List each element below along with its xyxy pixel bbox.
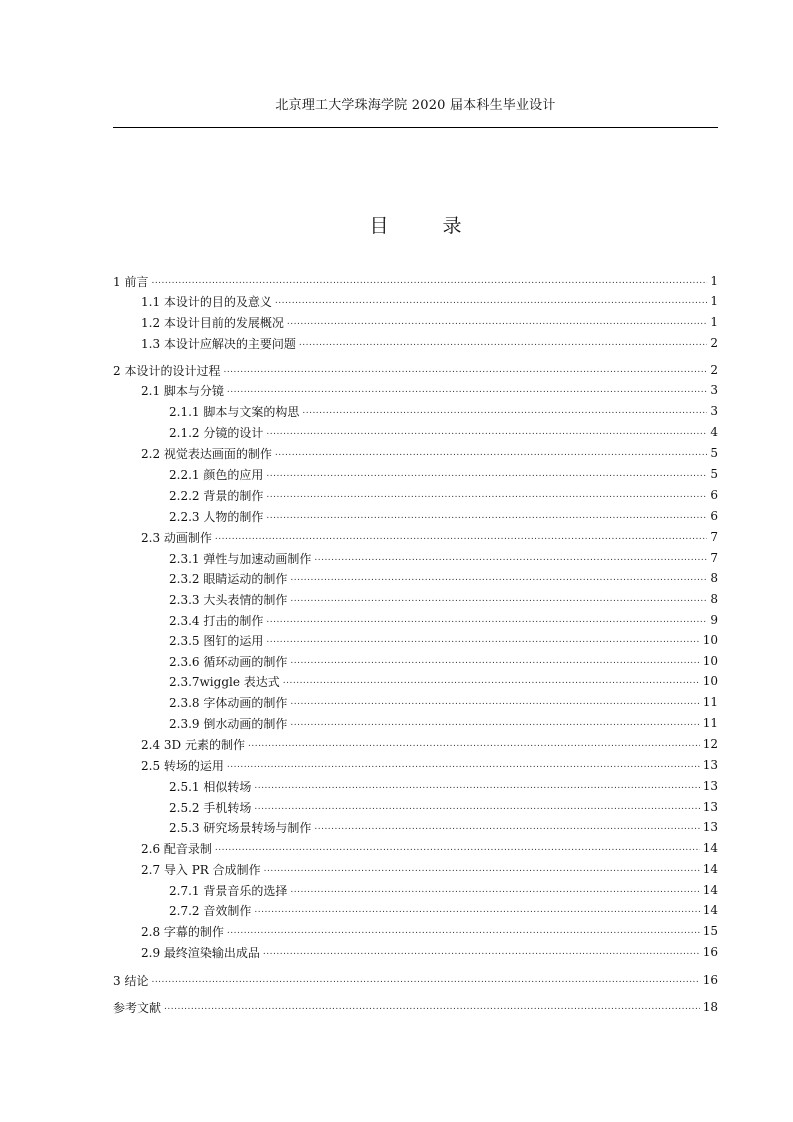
toc-entry-label: 2.3.1 弹性与加速动画制作 (169, 551, 312, 566)
toc-dot-leader (151, 973, 699, 987)
toc-entry[interactable] (141, 312, 718, 332)
toc-dot-leader (290, 716, 699, 730)
toc-entry[interactable] (141, 443, 718, 463)
toc-dot-leader (290, 695, 699, 709)
toc-entry-page: 10 (702, 674, 718, 688)
toc-entry-page: 14 (702, 883, 718, 897)
toc-entry-label: 2.7.1 背景音乐的选择 (169, 883, 288, 898)
toc-entry[interactable] (169, 630, 718, 650)
toc-entry-label: 1.3 本设计应解决的主要问题 (141, 336, 296, 351)
toc-entry[interactable] (169, 880, 718, 900)
toc-entry[interactable] (141, 755, 718, 775)
toc-entry-label: 2.2.1 颜色的应用 (169, 467, 264, 482)
toc-entry[interactable] (169, 610, 718, 630)
toc-entry-label: 2.7 导入 PR 合成制作 (141, 862, 261, 877)
toc-entry-page: 7 (710, 551, 718, 565)
toc-entry[interactable] (169, 776, 718, 796)
toc-entry-page: 11 (702, 695, 718, 709)
toc-entry-label: 2.3.7wiggle 表达式 (169, 674, 280, 689)
toc-entry-label: 2.3.4 打击的制作 (169, 613, 264, 628)
toc-dot-leader (264, 862, 700, 876)
toc-dot-leader (266, 425, 707, 439)
toc-entry-label: 2.8 字幕的制作 (141, 924, 224, 939)
toc-entry-label: 2.7.2 音效制作 (169, 903, 252, 918)
toc-dot-leader (299, 336, 707, 350)
toc-entry-label: 2.1.2 分镜的设计 (169, 425, 264, 440)
toc-entry-label: 2.5.1 相似转场 (169, 779, 252, 794)
toc-entry[interactable] (169, 464, 718, 484)
toc-dot-leader (266, 613, 707, 627)
toc-entry[interactable] (169, 548, 718, 568)
toc-entry-page: 13 (702, 779, 718, 793)
toc-entry-page: 14 (702, 862, 718, 876)
toc-entry-label: 1.1 本设计的目的及意义 (141, 294, 272, 309)
toc-entry-label: 2.2 视觉表达画面的制作 (141, 446, 272, 461)
toc-entry-label: 1 前言 (113, 274, 149, 289)
toc-entry-page: 8 (710, 592, 718, 606)
toc-entry[interactable] (141, 527, 718, 547)
toc-dot-leader (254, 903, 699, 917)
toc-entry-page: 1 (710, 274, 718, 288)
toc-entry-label: 2.1.1 脚本与文案的构思 (169, 404, 300, 419)
toc-entry[interactable] (169, 817, 718, 837)
toc-entry-page: 16 (702, 973, 718, 987)
toc-entry-label: 2.3.3 大头表情的制作 (169, 592, 288, 607)
toc-entry-page: 3 (710, 404, 718, 418)
toc-entry[interactable] (141, 921, 718, 941)
header-rule (113, 127, 718, 128)
toc-entry-page: 5 (710, 446, 718, 460)
toc-dot-leader (290, 571, 707, 585)
toc-entry[interactable] (169, 401, 718, 421)
toc-entry-page: 1 (710, 294, 718, 308)
toc-entry-label: 参考文献 (113, 1000, 162, 1015)
toc-dot-leader (227, 924, 700, 938)
toc-entry-page: 14 (702, 841, 718, 855)
toc-entry[interactable] (113, 271, 718, 291)
toc-entry-label: 2.3.2 眼睛运动的制作 (169, 571, 288, 586)
toc-entry-page: 2 (710, 363, 718, 377)
toc-dot-leader (227, 383, 707, 397)
toc-dot-leader (266, 467, 707, 481)
toc-entry-page: 13 (702, 820, 718, 834)
toc-dot-leader (254, 800, 699, 814)
toc-entry[interactable] (113, 997, 718, 1017)
toc-entry[interactable] (169, 900, 718, 920)
toc-entry[interactable] (141, 380, 718, 400)
toc-dot-leader (275, 294, 707, 308)
toc-entry-label: 2.6 配音录制 (141, 841, 212, 856)
toc-entry-label: 2.1 脚本与分镜 (141, 383, 224, 398)
toc-entry-label: 2.3.8 字体动画的制作 (169, 695, 288, 710)
toc-dot-leader (290, 883, 699, 897)
toc-entry-page: 2 (710, 336, 718, 350)
toc-dot-leader (263, 945, 700, 959)
toc-entry[interactable] (141, 734, 718, 754)
toc-entry-page: 7 (710, 530, 718, 544)
toc-entry-page: 8 (710, 571, 718, 585)
toc-entry-page: 6 (710, 488, 718, 502)
toc-entry-label: 2.5 转场的运用 (141, 758, 224, 773)
toc-entry[interactable] (169, 506, 718, 526)
toc-dot-leader (283, 674, 700, 688)
toc-entry-label: 2.5.2 手机转场 (169, 800, 252, 815)
toc-entry-label: 2.5.3 研究场景转场与制作 (169, 820, 312, 835)
toc-entry[interactable] (141, 942, 718, 962)
toc-entry-page: 15 (702, 924, 718, 938)
toc-entry-label: 2.3.9 倒水动画的制作 (169, 716, 288, 731)
toc-entry-label: 1.2 本设计目前的发展概况 (141, 315, 284, 330)
toc-entry[interactable] (169, 422, 718, 442)
toc-title: 目 录 (369, 215, 486, 237)
toc-entry-page: 3 (710, 383, 718, 397)
toc-entry[interactable] (141, 838, 718, 858)
toc-entry-label: 2.3 动画制作 (141, 530, 212, 545)
toc-entry-page: 11 (702, 716, 718, 730)
toc-entry[interactable] (169, 671, 718, 691)
toc-entry-page: 5 (710, 467, 718, 481)
toc-dot-leader (151, 274, 707, 288)
toc-dot-leader (223, 363, 707, 377)
toc-dot-leader (164, 1000, 700, 1014)
toc-entry-page: 12 (702, 737, 718, 751)
toc-entry-label: 2.2.2 背景的制作 (169, 488, 264, 503)
toc-entry-page: 10 (702, 654, 718, 668)
toc-entry[interactable] (169, 692, 718, 712)
toc-entry-page: 18 (702, 1000, 718, 1014)
toc-entry-page: 13 (702, 800, 718, 814)
toc-entry-page: 9 (710, 613, 718, 627)
toc-entry-label: 3 结论 (113, 973, 149, 988)
toc-entry[interactable] (141, 859, 718, 879)
toc-entry-label: 2 本设计的设计过程 (113, 363, 221, 378)
toc-entry-label: 2.9 最终渲染输出成品 (141, 945, 260, 960)
toc-entry-label: 2.3.6 循环动画的制作 (169, 654, 288, 669)
toc-dot-leader (275, 446, 707, 460)
toc-entry-label: 2.2.3 人物的制作 (169, 509, 264, 524)
toc-entry-page: 4 (710, 425, 718, 439)
toc-entry-page: 13 (702, 758, 718, 772)
toc-dot-leader (290, 592, 707, 606)
toc-dot-leader (314, 551, 707, 565)
toc-entry[interactable] (141, 333, 718, 353)
toc-dot-leader (254, 779, 699, 793)
toc-entry[interactable] (141, 291, 718, 311)
toc-dot-leader (287, 315, 707, 329)
toc-entry[interactable] (169, 589, 718, 609)
toc-entry[interactable] (169, 797, 718, 817)
toc-dot-leader (248, 737, 700, 751)
toc-dot-leader (302, 404, 707, 418)
toc-dot-leader (215, 530, 707, 544)
toc-entry[interactable] (169, 485, 718, 505)
toc-entry-page: 14 (702, 903, 718, 917)
toc-dot-leader (215, 841, 700, 855)
toc-entry-page: 6 (710, 509, 718, 523)
toc-dot-leader (227, 758, 700, 772)
toc-entry[interactable] (113, 360, 718, 380)
page-header: 北京理工大学珠海学院 2020 届本科生毕业设计 (275, 98, 556, 113)
toc-entry-page: 10 (702, 633, 718, 647)
toc-dot-leader (266, 509, 707, 523)
toc-entry-label: 2.3.5 图钉的运用 (169, 633, 264, 648)
toc-entry-page: 16 (702, 945, 718, 959)
toc-entry-label: 2.4 3D 元素的制作 (141, 737, 245, 752)
toc-dot-leader (314, 820, 699, 834)
toc-entry[interactable] (169, 651, 718, 671)
toc-entry[interactable] (169, 713, 718, 733)
toc-entry[interactable] (169, 568, 718, 588)
toc-dot-leader (266, 488, 707, 502)
toc-dot-leader (290, 654, 699, 668)
toc-dot-leader (266, 633, 699, 647)
toc-entry-page: 1 (710, 315, 718, 329)
toc-entry[interactable] (113, 970, 718, 990)
